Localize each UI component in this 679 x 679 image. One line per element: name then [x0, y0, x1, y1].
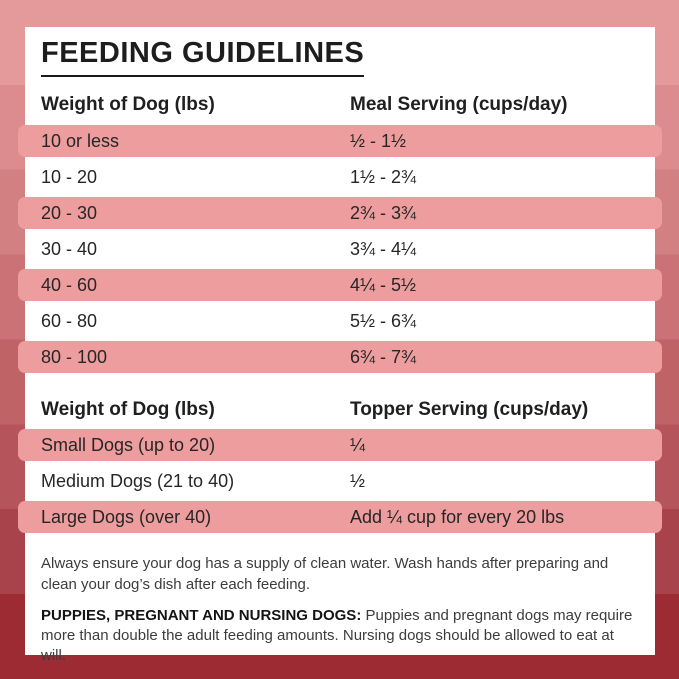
- topper-table-row: [18, 465, 662, 497]
- puppies-note-text: Puppies and pregnant dogs may require more than double the adult feeding amounts. Nursing dogs should be allowed to eat at will.: [41, 606, 633, 665]
- meal-table-row: [18, 125, 662, 157]
- meal-table-row: [18, 269, 662, 301]
- serving-cell: ½ - 1½: [350, 131, 407, 152]
- topper-table-row: [18, 429, 662, 461]
- meal-table-rows: [25, 125, 655, 373]
- serving-cell: 3¾ - 4¼: [350, 239, 417, 260]
- weight-cell: Large Dogs (over 40): [41, 507, 212, 528]
- weight-cell: Medium Dogs (21 to 40): [41, 471, 235, 492]
- weight-cell: 30 - 40: [41, 239, 98, 260]
- serving-cell: 2¾ - 3¾: [350, 203, 417, 224]
- feeding-guidelines-card: [25, 27, 655, 665]
- serving-cell: 1½ - 2¾: [350, 167, 417, 188]
- puppies-note: [41, 606, 639, 667]
- meal-table-row: [18, 341, 662, 373]
- serving-cell: Add ¼ cup for every 20 lbs: [350, 507, 565, 528]
- meal-table-row: [18, 197, 662, 229]
- serving-cell: 6¾ - 7¾: [350, 347, 417, 368]
- serving-cell: 5½ - 6¾: [350, 311, 417, 332]
- page-title: FEEDING GUIDELINES: [41, 38, 364, 77]
- footer-notes: [25, 554, 655, 666]
- weight-cell: 10 - 20: [41, 167, 98, 188]
- serving-cell: 4¼ - 5½: [350, 275, 417, 296]
- meal-table-header: [25, 94, 655, 116]
- topper-col1-header: Weight of Dog (lbs): [41, 399, 215, 421]
- weight-cell: 20 - 30: [41, 203, 98, 224]
- meal-col1-header: Weight of Dog (lbs): [41, 94, 215, 116]
- topper-table-rows: [25, 429, 655, 533]
- water-note: Always ensure your dog has a supply of clean water. Wash hands after preparing and clean your dog’s dish after each feeding.: [41, 555, 609, 593]
- weight-cell: 10 or less: [41, 131, 120, 152]
- meal-table-row: [18, 305, 662, 337]
- weight-cell: 40 - 60: [41, 275, 98, 296]
- topper-table-header: [25, 399, 655, 421]
- weight-cell: Small Dogs (up to 20): [41, 435, 216, 456]
- weight-cell: 80 - 100: [41, 347, 108, 368]
- meal-table-row: [18, 161, 662, 193]
- serving-cell: ½: [350, 471, 366, 492]
- meal-col2-header: Meal Serving (cups/day): [350, 94, 568, 116]
- puppies-note-label: PUPPIES, PREGNANT AND NURSING DOGS:: [41, 606, 362, 624]
- weight-cell: 60 - 80: [41, 311, 98, 332]
- meal-table-row: [18, 233, 662, 265]
- topper-table-row: [18, 501, 662, 533]
- serving-cell: ¼: [350, 435, 366, 456]
- topper-col2-header: Topper Serving (cups/day): [350, 399, 589, 421]
